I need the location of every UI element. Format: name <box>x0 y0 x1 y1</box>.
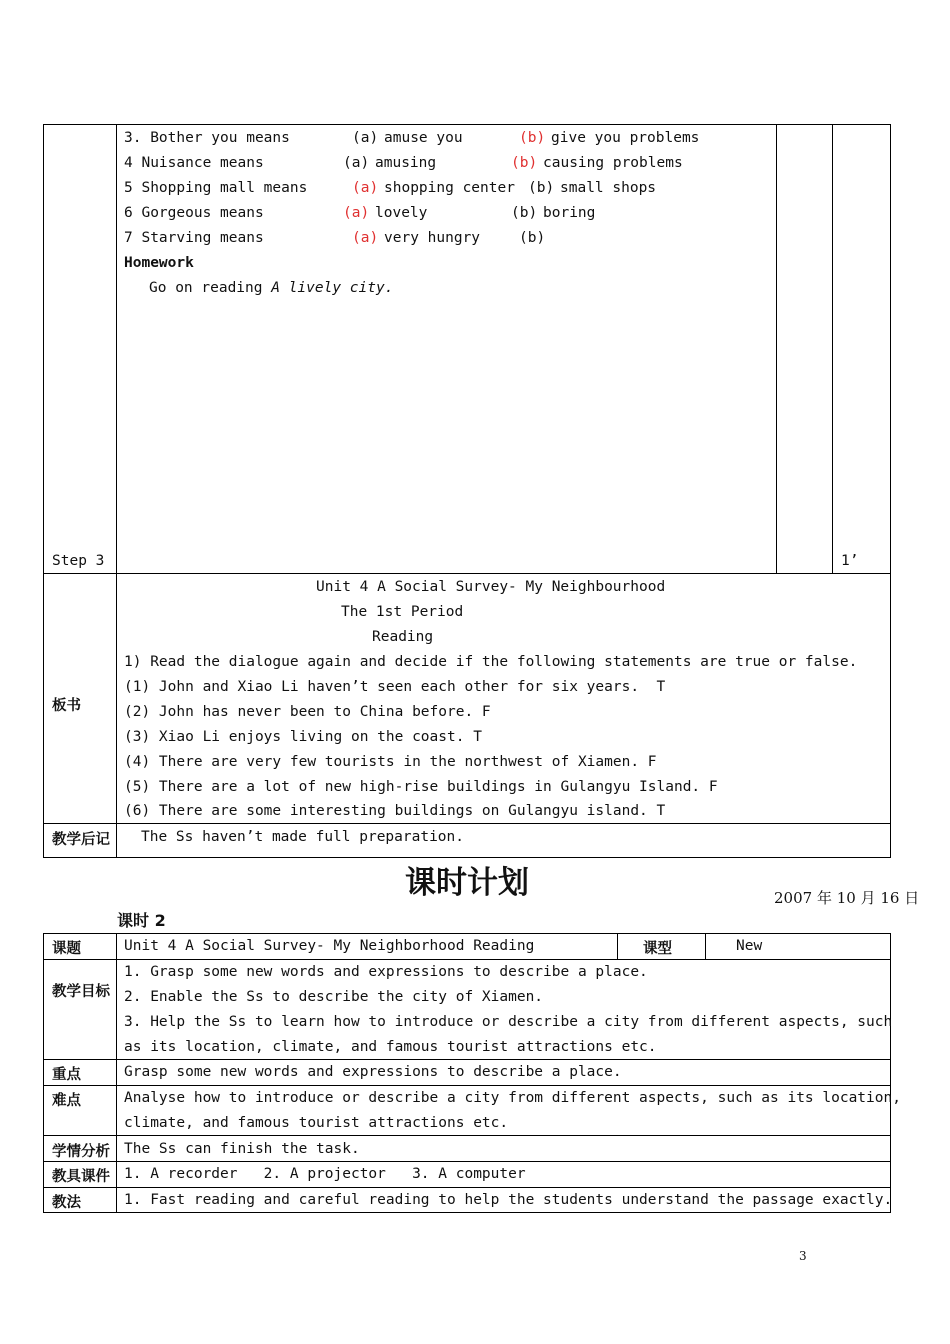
option-a-text: amuse you <box>384 130 463 146</box>
option-b-text: give you problems <box>551 130 700 146</box>
difficult-line: climate, and famous tourist attractions etc. <box>124 1115 509 1131</box>
option-b-label: (b) <box>511 155 538 171</box>
objective-line: as its location, climate, and famous tourist attractions etc. <box>124 1039 657 1055</box>
option-a-label: (a) <box>352 130 379 146</box>
objective-line: 3. Help the Ss to learn how to introduce or describe a city from different aspects, such <box>124 1014 893 1030</box>
objective-line: 2. Enable the Ss to describe the city of Xiamen. <box>124 989 544 1005</box>
option-b-label: (b) <box>519 130 546 146</box>
board-title: Unit 4 A Social Survey- My Neighbourhood <box>316 579 666 595</box>
homework-prefix: Go on reading <box>149 280 272 296</box>
option-a-text: very hungry <box>384 230 481 246</box>
vocab-item: 3. Bother you means <box>124 130 290 146</box>
difficult-line: Analyse how to introduce or describe a city from different aspects, such as its location, <box>124 1090 901 1106</box>
page-number: 3 <box>799 1249 807 1263</box>
board-line: 1) Read the dialogue again and decide if the following statements are true or false. <box>124 654 858 670</box>
plan-date: 2007 年 10 月 16 日 <box>774 889 920 907</box>
option-a-label: (a) <box>343 155 370 171</box>
board-period: The 1st Period <box>341 604 464 620</box>
option-b-text: boring <box>543 205 596 221</box>
option-a-label: (a) <box>352 180 379 196</box>
tools-value: 1. A recorder 2. A projector 3. A computer <box>124 1166 526 1182</box>
board-label: 板书 <box>52 698 81 714</box>
board-line: (2) John has never been to China before. F <box>124 704 491 720</box>
analysis-label: 学情分析 <box>52 1144 110 1160</box>
vocab-item: 4 Nuisance means <box>124 155 264 171</box>
board-line: (4) There are very few tourists in the northwest of Xiamen. F <box>124 754 657 770</box>
board-line: (3) Xiao Li enjoys living on the coast. T <box>124 729 482 745</box>
vocab-item: 7 Starving means <box>124 230 264 246</box>
board-subtitle: Reading <box>372 629 434 645</box>
analysis-value: The Ss can finish the task. <box>124 1141 360 1157</box>
objective-line: 1. Grasp some new words and expressions to describe a place. <box>124 964 648 980</box>
board-line: (5) There are a lot of new high-rise buildings in Gulangyu Island. F <box>124 779 718 795</box>
method-label: 教法 <box>52 1195 81 1211</box>
option-b-label: (b) <box>519 230 546 246</box>
option-b-label: (b) <box>511 205 538 221</box>
option-a-text: shopping center <box>384 180 515 196</box>
step-time: 1’ <box>841 553 859 569</box>
option-a-text: amusing <box>375 155 437 171</box>
homework-text <box>149 279 393 297</box>
option-a-label: (a) <box>343 205 370 221</box>
option-b-label: (b) <box>528 180 555 196</box>
option-b-text: causing problems <box>543 155 683 171</box>
step-label: Step 3 <box>52 553 105 569</box>
type-label: 课型 <box>643 941 672 957</box>
objectives-label: 教学目标 <box>52 984 110 1000</box>
option-a-label: (a) <box>352 230 379 246</box>
homework-heading: Homework <box>124 255 194 271</box>
key-label: 重点 <box>52 1067 81 1083</box>
vocab-item: 6 Gorgeous means <box>124 205 264 221</box>
reflection-label: 教学后记 <box>52 832 110 848</box>
homework-book: A lively city. <box>271 280 394 296</box>
topic-label: 课题 <box>52 941 81 957</box>
tools-label: 教具课件 <box>52 1169 110 1185</box>
plan-title: 课时计划 <box>405 865 529 901</box>
vocab-item: 5 Shopping mall means <box>124 180 308 196</box>
key-value: Grasp some new words and expressions to describe a place. <box>124 1064 622 1080</box>
difficult-label: 难点 <box>52 1093 81 1109</box>
plan-period: 课时 2 <box>117 911 166 930</box>
reflection-text: The Ss haven’t made full preparation. <box>141 829 465 845</box>
method-value: 1. Fast reading and careful reading to help the students understand the passage exactly. <box>124 1192 893 1208</box>
board-line: (1) John and Xiao Li haven’t seen each other for six years. T <box>124 679 666 695</box>
board-line: (6) There are some interesting buildings on Gulangyu island. T <box>124 803 666 819</box>
topic-value: Unit 4 A Social Survey- My Neighborhood Reading <box>124 938 535 954</box>
option-a-text: lovely <box>375 205 428 221</box>
option-b-text: small shops <box>560 180 657 196</box>
type-value: New <box>736 938 763 954</box>
